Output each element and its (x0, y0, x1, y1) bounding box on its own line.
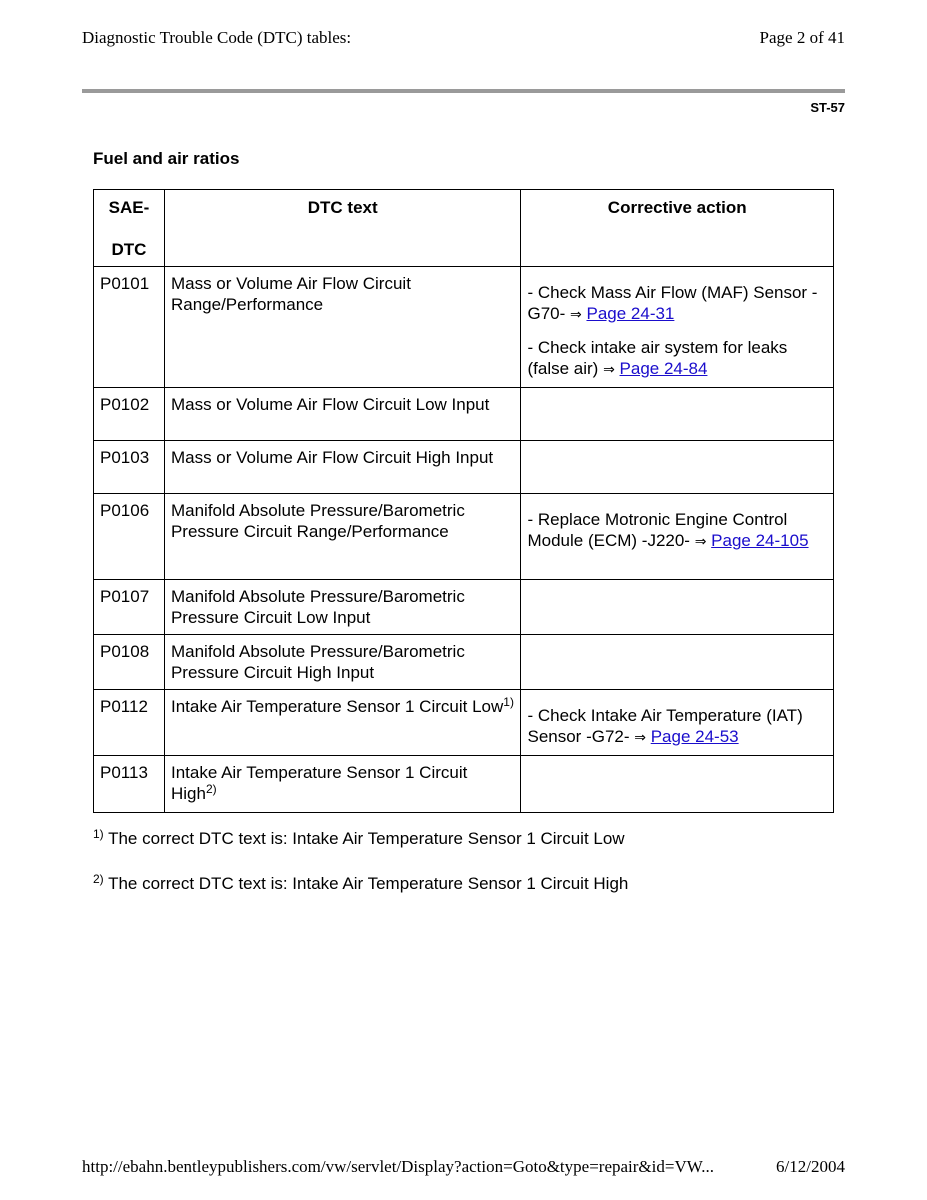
dtc-code-cell: P0113 (94, 756, 165, 813)
dtc-code-cell: P0112 (94, 690, 165, 756)
dtc-text: Mass or Volume Air Flow Circuit High Input (170, 448, 494, 467)
page-reference-link[interactable]: Page 24-31 (586, 304, 675, 323)
dtc-code-cell: P0101 (94, 267, 165, 388)
footnote-mark: 2) (93, 872, 104, 886)
document-code: ST-57 (810, 100, 845, 115)
footnote-reference[interactable]: 2) (205, 782, 217, 796)
page-reference-link[interactable]: Page 24-105 (711, 531, 809, 550)
table-row (94, 635, 834, 690)
table-row (94, 441, 834, 494)
header-divider (82, 89, 845, 93)
header-dtc-text: DTC text (164, 190, 521, 267)
footnote-2 (93, 874, 628, 894)
header-dtc-label: DTC (111, 240, 147, 259)
dtc-code-cell: P0102 (94, 388, 165, 441)
page-number: Page 2 of 41 (759, 28, 845, 47)
corrective-action-item (527, 509, 827, 553)
corrective-action-cell (521, 494, 834, 580)
dtc-code-cell: P0103 (94, 441, 165, 494)
table-row (94, 690, 834, 756)
corrective-action-cell (521, 388, 834, 441)
dtc-table (93, 189, 834, 813)
table-row (94, 756, 834, 813)
footer-date: 6/12/2004 (776, 1157, 845, 1176)
dtc-text-cell (164, 388, 521, 441)
header-sae-dtc (94, 190, 165, 267)
footnote-1 (93, 829, 625, 849)
dtc-text-cell (164, 690, 521, 756)
page-reference-link[interactable]: Page 24-84 (619, 359, 708, 378)
dtc-text: Mass or Volume Air Flow Circuit Range/Performance (170, 274, 411, 314)
section-title: Fuel and air ratios (93, 149, 240, 168)
dtc-text-cell (164, 580, 521, 635)
footnote-reference[interactable]: 1) (503, 695, 514, 709)
dtc-text-cell (164, 441, 521, 494)
corrective-action-cell (521, 635, 834, 690)
corrective-action-item (527, 337, 827, 381)
table-row (94, 388, 834, 441)
corrective-action-item (527, 705, 827, 749)
footer-url: http://ebahn.bentleypublishers.com/vw/servlet/Display?action=Goto&type=repair&id=VW... (82, 1157, 714, 1176)
arrow-right-icon: ⇒ (694, 534, 707, 550)
dtc-text: Mass or Volume Air Flow Circuit Low Input (170, 395, 490, 414)
dtc-code-cell: P0106 (94, 494, 165, 580)
corrective-action-item (527, 282, 827, 326)
dtc-text: Manifold Absolute Pressure/Barometric Pressure Circuit Range/Performance (170, 501, 465, 541)
header-sae-label: SAE- (108, 198, 150, 217)
dtc-text-cell (164, 494, 521, 580)
table-row (94, 267, 834, 388)
table-row (94, 494, 834, 580)
dtc-code-cell: P0108 (94, 635, 165, 690)
dtc-text: Intake Air Temperature Sensor 1 Circuit Low (170, 697, 504, 716)
dtc-text: Intake Air Temperature Sensor 1 Circuit High (170, 763, 468, 803)
footnote-text: The correct DTC text is: Intake Air Temperature Sensor 1 Circuit High (103, 874, 629, 893)
action-text: - Check intake air system for leaks (false air) (527, 338, 788, 378)
action-text: - Replace Motronic Engine Control Module (ECM) -J220- (527, 510, 788, 550)
table-header-row (94, 190, 834, 267)
corrective-action-cell (521, 580, 834, 635)
corrective-action-cell (521, 756, 834, 813)
action-text: - Check Intake Air Temperature (IAT) Sensor -G72- (527, 706, 803, 746)
dtc-text-cell (164, 267, 521, 388)
table-row (94, 580, 834, 635)
dtc-text-cell (164, 756, 521, 813)
arrow-right-icon: ⇒ (570, 307, 582, 323)
action-text: - Check Mass Air Flow (MAF) Sensor -G70- (527, 283, 818, 323)
dtc-code-cell: P0107 (94, 580, 165, 635)
page-reference-link[interactable]: Page 24-53 (650, 727, 739, 746)
corrective-action-cell (521, 267, 834, 388)
dtc-text: Manifold Absolute Pressure/Barometric Pressure Circuit Low Input (170, 587, 465, 627)
header-corrective-action: Corrective action (521, 190, 834, 267)
document-title: Diagnostic Trouble Code (DTC) tables: (82, 28, 352, 47)
footnote-mark: 1) (93, 827, 104, 841)
dtc-text-cell (164, 635, 521, 690)
arrow-right-icon: ⇒ (634, 730, 646, 746)
corrective-action-cell (521, 690, 834, 756)
arrow-right-icon: ⇒ (603, 362, 615, 378)
dtc-text: Manifold Absolute Pressure/Barometric Pressure Circuit High Input (170, 642, 465, 682)
corrective-action-cell (521, 441, 834, 494)
footnote-text: The correct DTC text is: Intake Air Temperature Sensor 1 Circuit Low (103, 829, 625, 848)
